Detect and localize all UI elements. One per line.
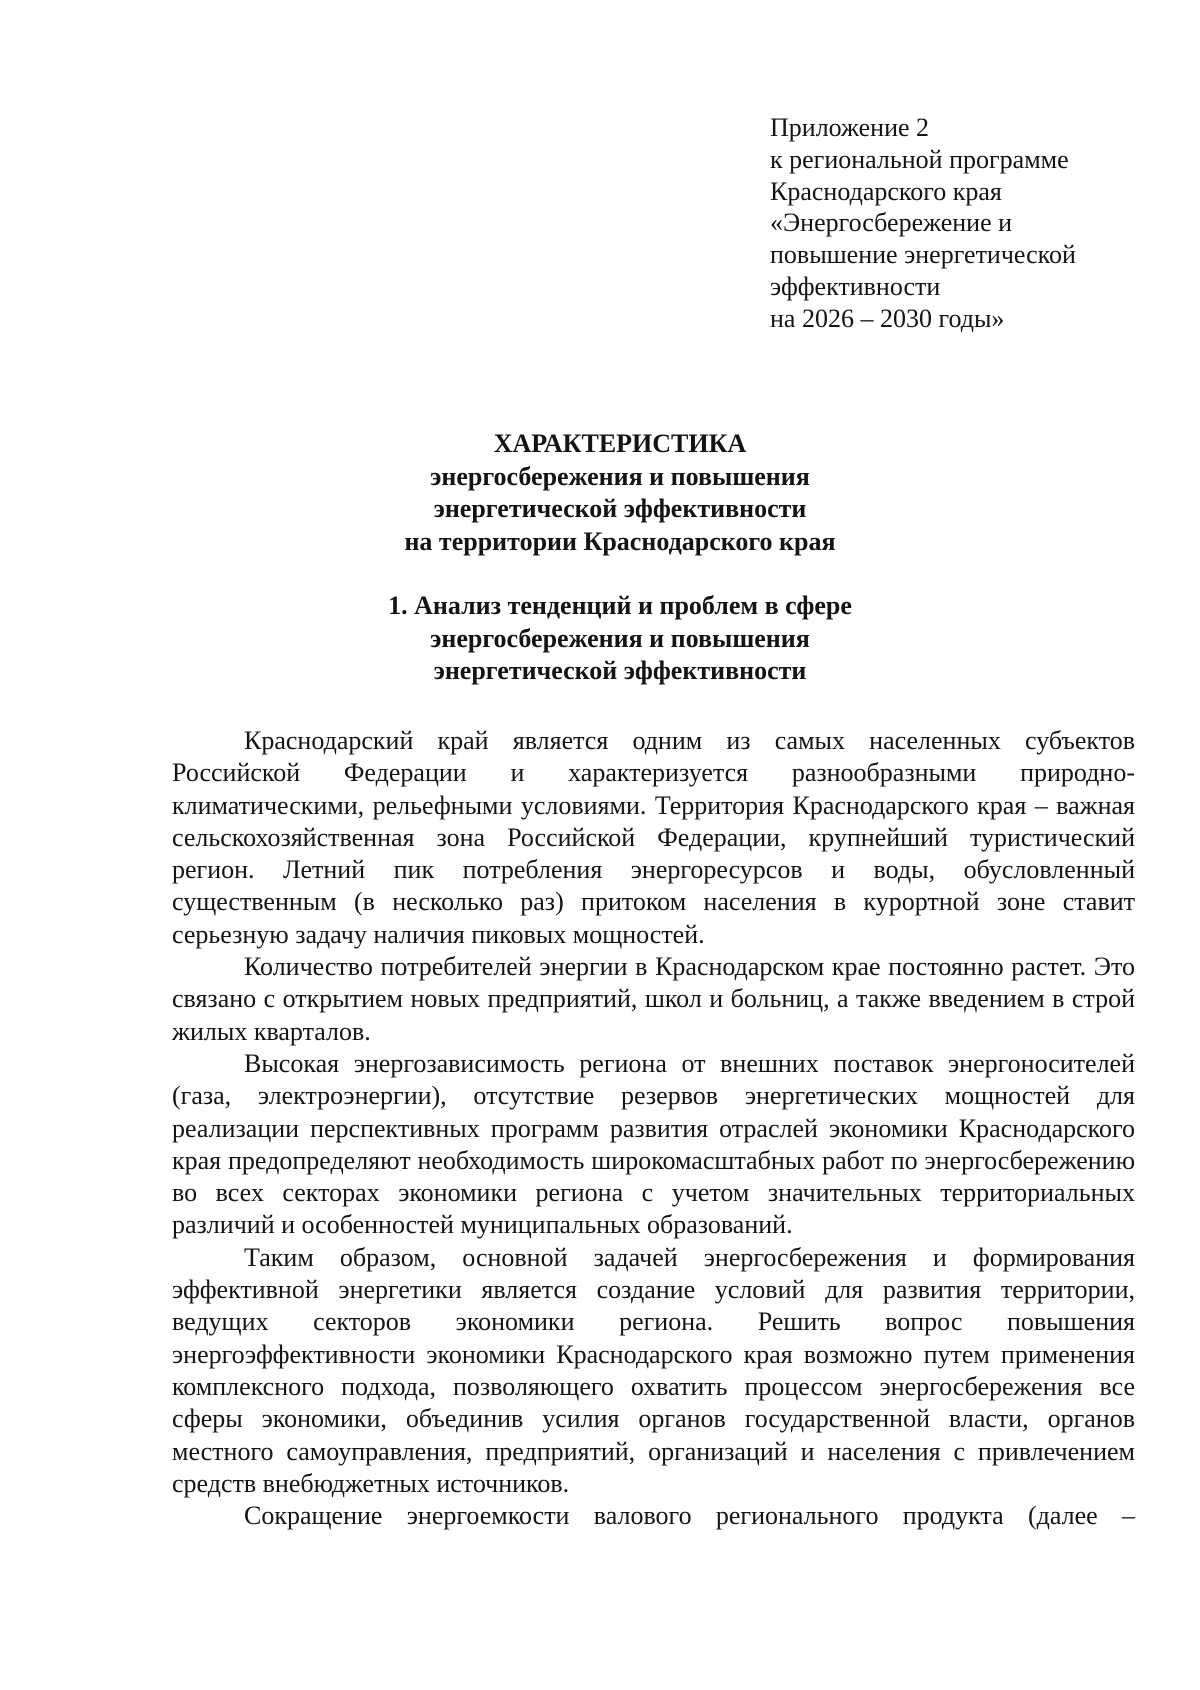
paragraph: Краснодарский край является одним из самых населенных субъектов Российской Федерации и характеризуется разнообразными природно-климатическими, рельефными условиями. Территория Краснодарского края – важная сельскохозяйственная зона Российской Федерации, крупнейший туристический регион. Летний пик потребления энергоресурсов и воды, обусловленный существенным (в несколько раз) притоком населения в курортной зоне ставит серьезную задачу наличия пиковых мощностей. (172, 726, 1135, 949)
section-heading-line: 1. Анализ тенденций и проблем в сфере (388, 591, 852, 620)
document-title (160, 428, 1080, 558)
title-line: энергетической эффективности (433, 494, 807, 523)
title-line: энергосбережения и повышения (430, 461, 810, 491)
paragraph: Высокая энергозависимость региона от внешних поставок энергоносителей (газа, электроэнергии), отсутствие резервов энергетических мощностей для реализации перспективных программ развития отраслей экономики Краснодарского края предопределяют необходимость широкомасштабных работ по энергосбережению во всех секторах экономики региона с учетом значительных территориальных различий и особенностей муниципальных образований. (172, 1048, 1135, 1240)
section-heading (160, 590, 1080, 688)
appendix-line: к региональной программе (770, 144, 1069, 174)
appendix-header (770, 112, 1170, 335)
paragraph: Таким образом, основной задачей энергосбережения и формирования эффективной энергетики является создание условий для развития территории, ведущих секторов экономики региона. Решить вопрос повышения энергоэффективности экономики Краснодарского края возможно путем применения комплексного подхода, позволяющего охватить процессом энергосбережения все сферы экономики, объединив усилия органов государственной власти, органов местного самоуправления, предприятий, организаций и населения с привлечением средств внебюджетных источников. (172, 1242, 1135, 1498)
paragraph: Количество потребителей энергии в Краснодарском крае постоянно растет. Это связано с открытием новых предприятий, школ и больниц, а также введением в строй жилых кварталов. (172, 952, 1135, 1046)
body-text (172, 725, 1135, 1532)
appendix-line: Краснодарского края (770, 176, 1002, 206)
appendix-line: эффективности (770, 271, 941, 301)
paragraph: Сокращение энергоемкости валового регионального продукта (далее – (244, 1501, 1135, 1531)
section-heading-line: энергосбережения и повышения (430, 623, 810, 653)
appendix-line: Приложение 2 (770, 113, 930, 142)
appendix-line: «Энергосбережение и (770, 208, 1013, 238)
appendix-line: на 2026 – 2030 годы» (770, 303, 1005, 333)
section-heading-line: энергетической эффективности (433, 656, 807, 685)
title-line: на территории Краснодарского края (404, 526, 836, 556)
title-heading: ХАРАКТЕРИСТИКА (493, 429, 747, 458)
appendix-line: повышение энергетической (770, 240, 1076, 270)
